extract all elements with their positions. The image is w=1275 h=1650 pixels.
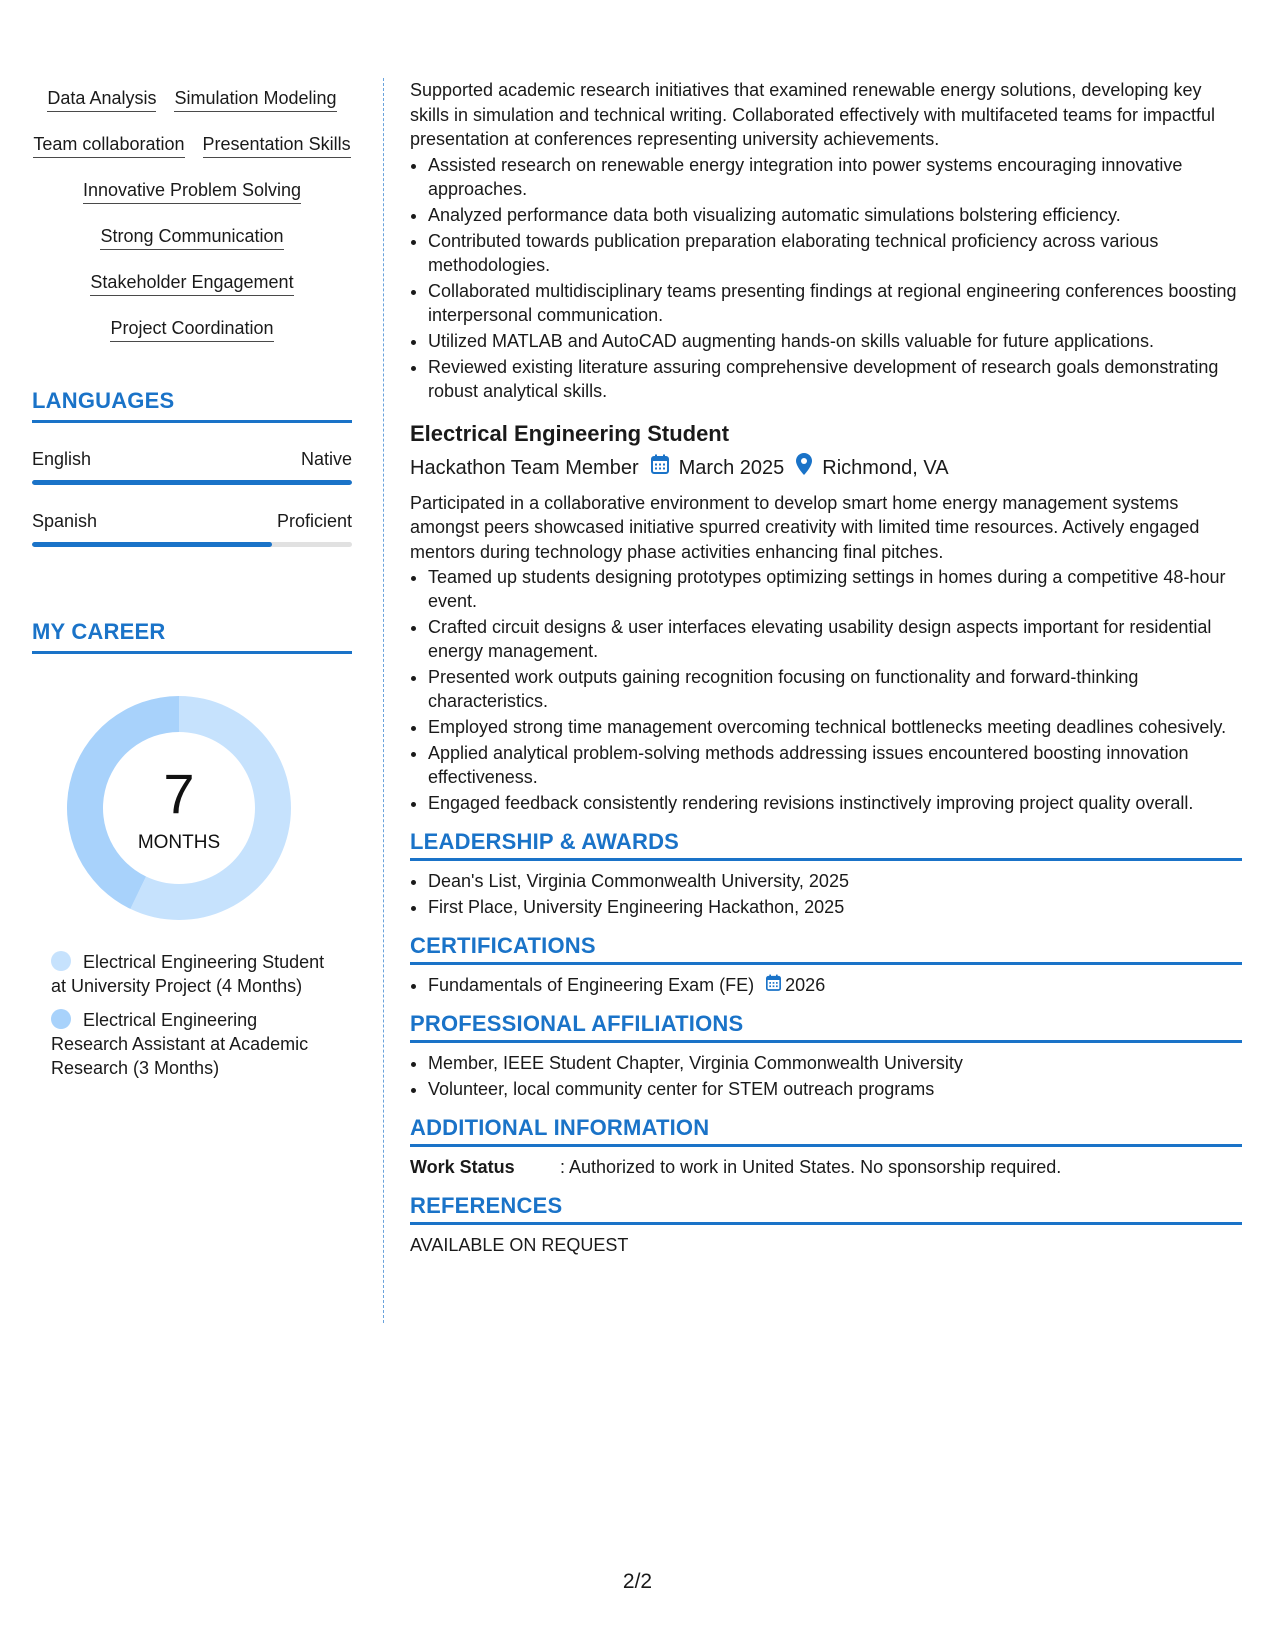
language-level: Proficient [276, 511, 352, 531]
language-level-bar [32, 480, 352, 485]
skill-tag: Stakeholder Engagement [90, 271, 293, 296]
list-item: • Engaged feedback consistently rendering revisions instinctively improving project quality overall. [428, 791, 1242, 815]
work-status-label: Work Status [410, 1157, 515, 1177]
skill-tag: Innovative Problem Solving [83, 179, 301, 204]
job-bullets [410, 565, 1242, 815]
references-text: AVAILABLE ON REQUEST [410, 1235, 629, 1255]
legend-label: Electrical Engineering Research Assistant at Academic Research (3 Months) [51, 1010, 309, 1078]
career-unit-label: MONTHS [137, 832, 221, 853]
leadership-list [410, 869, 1242, 919]
language-item [32, 511, 352, 547]
certifications-list [410, 973, 1242, 997]
certification-year: 2026 [785, 975, 826, 995]
list-item: • First Place, University Engineering Hackathon, 2025 [428, 895, 1242, 919]
additional-info-heading: ADDITIONAL INFORMATION [410, 1115, 1242, 1147]
list-item [428, 973, 1242, 997]
language-item [32, 449, 352, 485]
list-item: • Employed strong time management overcoming technical bottlenecks meeting deadlines cohesively. [428, 715, 1242, 739]
career-heading: MY CAREER [32, 619, 352, 654]
list-item: • Dean's List, Virginia Commonwealth University, 2025 [428, 869, 1242, 893]
job-meta [410, 453, 1242, 483]
language-name: Spanish [32, 511, 98, 531]
list-item: • Crafted circuit designs & user interfaces elevating usability design aspects important for residential energy management. [428, 615, 1242, 663]
list-item: • Analyzed performance data both visualizing automatic simulations bolstering efficiency. [428, 203, 1242, 227]
leadership-heading: LEADERSHIP & AWARDS [410, 829, 1242, 861]
job-title: Electrical Engineering Student [410, 420, 730, 446]
skill-tag: Team collaboration [33, 133, 184, 158]
calendar-icon [766, 973, 781, 997]
job-role: Hackathon Team Member [410, 456, 639, 479]
career-total-months: 7 [163, 762, 195, 825]
experience-bullets [410, 153, 1242, 403]
references-heading: REFERENCES [410, 1193, 1242, 1225]
job-date: March 2025 [678, 456, 785, 479]
languages-heading: LANGUAGES [32, 388, 352, 423]
language-level-fill [32, 542, 272, 547]
legend-color-dot [51, 1009, 71, 1029]
legend-item [51, 950, 331, 998]
language-name: English [32, 449, 92, 469]
list-item: • Collaborated multidisciplinary teams presenting findings at regional engineering conferences boosting interpersonal communication. [428, 279, 1242, 327]
certification-name: • Fundamentals of Engineering Exam (FE) [428, 975, 755, 995]
location-pin-icon [796, 453, 812, 483]
skill-tag: Data Analysis [47, 87, 156, 112]
page-number: 2/2 [622, 1570, 653, 1593]
list-item: • Contributed towards publication preparation elaborating technical proficiency across various methodologies. [428, 229, 1242, 277]
experience-summary: Supported academic research initiatives that examined renewable energy solutions, developing key skills in simulation and technical writing. Collaborated effectively with multifaceted teams for impactful presentation at conferences representing university achievements. [410, 80, 1216, 149]
skill-tag: Presentation Skills [203, 133, 351, 158]
language-level: Native [300, 449, 352, 469]
affiliations-heading: PROFESSIONAL AFFILIATIONS [410, 1011, 1242, 1043]
affiliations-list [410, 1051, 1242, 1101]
column-divider [383, 78, 384, 1323]
legend-item [51, 1008, 331, 1080]
work-status-value: : Authorized to work in United States. No sponsorship required. [560, 1157, 1062, 1177]
career-donut-chart [67, 696, 291, 920]
list-item: • Volunteer, local community center for STEM outreach programs [428, 1077, 1242, 1101]
job-description: Participated in a collaborative environment to develop smart home energy management systems amongst peers showcased initiative spurred creativity with limited time resources. Actively engaged mentors during technology phase activities enhancing final pitches. [410, 492, 1200, 562]
list-item: • Applied analytical problem-solving methods addressing issues encountered boosting innovation effectiveness. [428, 741, 1242, 789]
list-item: • Member, IEEE Student Chapter, Virginia Commonwealth University [428, 1051, 1242, 1075]
language-level-bar [32, 542, 352, 547]
right-column [410, 78, 1242, 1258]
skill-tag: Project Coordination [110, 317, 273, 342]
job-location: Richmond, VA [822, 456, 949, 479]
list-item: • Utilized MATLAB and AutoCAD augmenting hands-on skills valuable for future applications. [428, 329, 1242, 353]
list-item: • Presented work outputs gaining recognition focusing on functionality and forward-thinking characteristics. [428, 665, 1242, 713]
legend-label: Electrical Engineering Student at University Project (4 Months) [51, 952, 325, 996]
certifications-heading: CERTIFICATIONS [410, 933, 1242, 965]
calendar-icon [651, 454, 669, 482]
career-legend [32, 950, 331, 1080]
left-column [32, 80, 352, 1090]
skill-tag: Strong Communication [100, 225, 283, 250]
list-item: • Teamed up students designing prototypes optimizing settings in homes during a competitive 48-hour event. [428, 565, 1242, 613]
legend-color-dot [51, 951, 71, 971]
skills-list [32, 80, 352, 356]
list-item: • Reviewed existing literature assuring comprehensive development of research goals demonstrating robust analytical skills. [428, 355, 1242, 403]
list-item: • Assisted research on renewable energy integration into power systems encouraging innovative approaches. [428, 153, 1242, 201]
skill-tag: Simulation Modeling [174, 87, 336, 112]
work-status-row [410, 1155, 1242, 1179]
language-level-fill [32, 480, 352, 485]
